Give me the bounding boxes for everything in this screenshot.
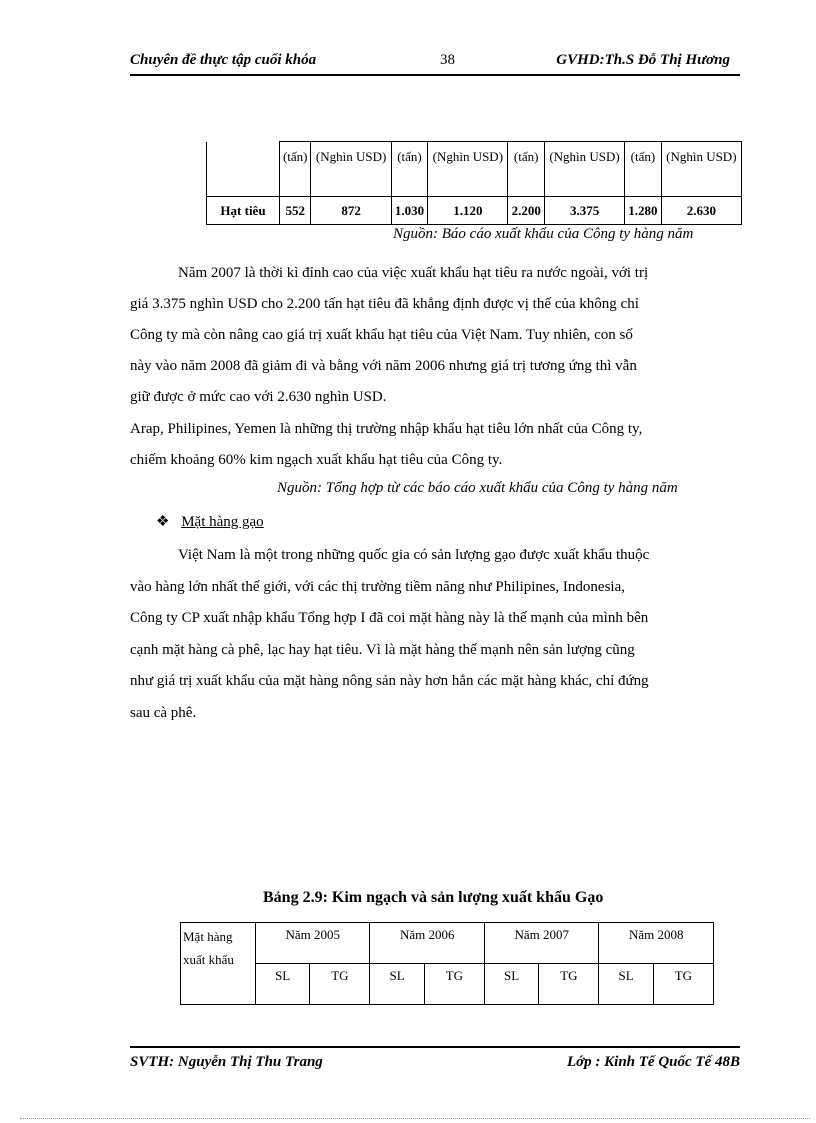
sub-header: TG [310, 964, 370, 1005]
sub-header: TG [653, 964, 713, 1005]
pepper-table [206, 141, 742, 225]
year-header: Năm 2005 [256, 923, 370, 964]
year-header: Năm 2006 [370, 923, 484, 964]
text-line: Công ty mà còn nâng cao giá trị xuất khẩu hạt tiêu của Việt Nam. Tuy nhiên, con số [130, 327, 633, 343]
table-cell: 3.375 [544, 197, 624, 225]
table-cell: (Nghìn USD) [311, 142, 391, 197]
header-supervisor: GVHD:Th.S Đỗ Thị Hương [556, 52, 730, 68]
paragraph-3 [130, 540, 742, 729]
table-row [181, 964, 714, 1005]
table-cell: (Nghìn USD) [544, 142, 624, 197]
table-row [181, 923, 714, 964]
sub-header: SL [370, 964, 424, 1005]
sub-header: SL [484, 964, 538, 1005]
table-cell [207, 142, 280, 197]
table-row [207, 142, 742, 197]
table-caption: Bảng 2.9: Kim ngạch và sản lượng xuất khẩu Gạo [263, 889, 604, 906]
page-edge-divider [20, 1118, 810, 1119]
header-title: Chuyên đề thực tập cuối khóa [130, 52, 317, 68]
table-cell: (tấn) [508, 142, 544, 197]
footer-class: Lớp : Kinh Tế Quốc Tế 48B [566, 1054, 740, 1070]
page-footer [130, 1046, 740, 1070]
row-header-line: Mặt hàng [183, 929, 233, 944]
table-cell: 1.030 [391, 197, 427, 225]
section-heading [156, 512, 264, 531]
rice-table [180, 922, 714, 1005]
text-line: Arap, Philipines, Yemen là những thị trường nhập khẩu hạt tiêu lớn nhất của Công ty, [130, 421, 643, 437]
table-cell: (tấn) [280, 142, 311, 197]
source-note-1: Nguồn: Báo cáo xuất khẩu của Công ty hàng năm [393, 226, 694, 242]
text-line: Công ty CP xuất nhập khẩu Tổng hợp I đã coi mặt hàng này là thế mạnh của mình bên [130, 610, 649, 626]
sub-header: SL [256, 964, 310, 1005]
text-line: sau cà phê. [130, 704, 197, 721]
text-line: Việt Nam là một trong những quốc gia có sản lượng gạo được xuất khẩu thuộc [178, 547, 650, 563]
table-cell: 1.280 [625, 197, 661, 225]
row-label: Hạt tiêu [207, 197, 280, 225]
table-cell: (tấn) [391, 142, 427, 197]
source-note-2: Nguồn: Tổng hợp từ các báo cáo xuất khẩu của Công ty hàng năm [277, 480, 678, 496]
table-cell: (Nghìn USD) [428, 142, 508, 197]
text-line: giữ được ở mức cao với 2.630 nghìn USD. [130, 389, 387, 405]
text-line: như giá trị xuất khẩu của mặt hàng nông sản này hơn hẳn các mặt hàng khác, chỉ đứng [130, 673, 649, 689]
table-cell: (tấn) [625, 142, 661, 197]
diamond-bullet-icon: ❖ [156, 514, 170, 530]
sub-header: SL [599, 964, 653, 1005]
paragraph-2 [130, 414, 742, 476]
page-header [130, 52, 740, 76]
text-line: cạnh mặt hàng cà phê, lạc hay hạt tiêu. Vì là mặt hàng thế mạnh nên sản lượng cũng [130, 641, 635, 658]
table-cell: 1.120 [428, 197, 508, 225]
year-header: Năm 2008 [599, 923, 714, 964]
text-line: Năm 2007 là thời kì đỉnh cao của việc xuất khẩu hạt tiêu ra nước ngoài, với trị [178, 265, 649, 281]
text-line: này vào năm 2008 đã giảm đi và bằng với năm 2006 nhưng giá trị tương ứng thì vẫn [130, 358, 637, 374]
row-header-line: xuất khẩu [183, 952, 234, 967]
row-header-cell [181, 923, 256, 1005]
sub-header: TG [539, 964, 599, 1005]
table-cell: 552 [280, 197, 311, 225]
footer-student: SVTH: Nguyễn Thị Thu Trang [130, 1054, 323, 1070]
text-line: giá 3.375 nghìn USD cho 2.200 tấn hạt tiêu đã khẳng định được vị thế của không chỉ [130, 296, 639, 312]
table-cell: 2.200 [508, 197, 544, 225]
paragraph-1 [130, 258, 742, 413]
sub-header: TG [424, 964, 484, 1005]
table-cell: 872 [311, 197, 391, 225]
table-cell: (Nghìn USD) [661, 142, 741, 197]
table-cell: 2.630 [661, 197, 741, 225]
table-row [207, 197, 742, 225]
page-number: 38 [440, 52, 455, 68]
section-title: Mặt hàng gạo [181, 514, 264, 530]
text-line: chiếm khoảng 60% kim ngạch xuất khẩu hạt tiêu của Công ty. [130, 452, 503, 468]
text-line: vào hàng lớn nhất thế giới, với các thị trường tiềm năng như Philipines, Indonesia, [130, 578, 625, 595]
year-header: Năm 2007 [484, 923, 598, 964]
